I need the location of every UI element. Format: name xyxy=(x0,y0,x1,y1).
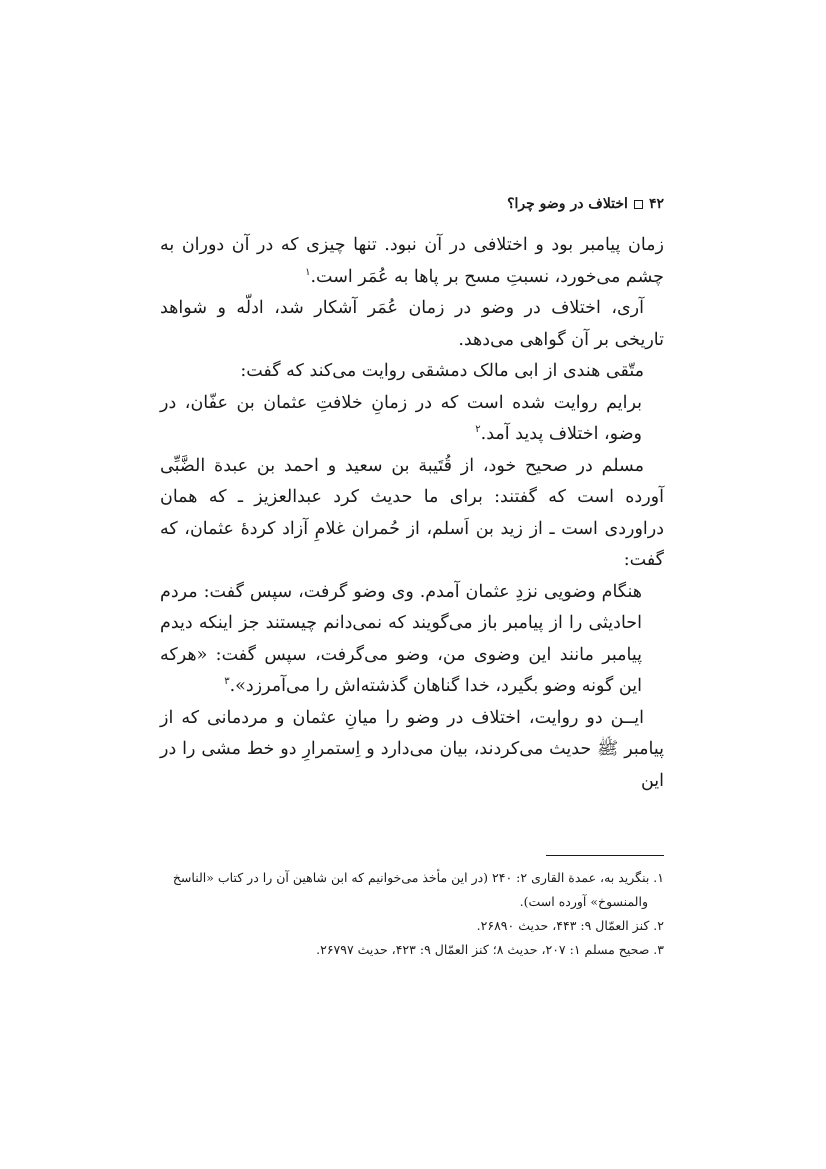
footnote-1: ۱. بنگرید به، عمدة القاری ۲: ۲۴۰ (در این مأخذ می‌خوانیم که ابن شاهین آن را در کتاب «الناسخ والمنسوخ» آورده است). xyxy=(172,870,664,909)
quotation-2-text: هنگام وضویی نزدِ عثمان آمدم. وی وضو گرفت، سپس گفت: مردم احادیثی را از پیامبر باز می‌گویند که نمی‌دانم چیستند جز اینکه دیدم پیامبر مانند این وضوی من، وضو می‌گرفت، سپس گفت: «هرکه این گونه وضو بگیرد، خدا گناهان گذشته‌اش را می‌آمرزد». xyxy=(160,581,642,696)
footnote-ref-3: ۳ xyxy=(224,676,230,688)
running-header xyxy=(164,196,664,212)
paragraph-4: مسلم در صحیح خود، از قُتَیبة بن سعید و احمد بن عبدة الضَّبِّی آورده است که گفتند: برای ما حدیث کرد عبدالعزیز ـ که همان دراوردی است ـ از زید بن اَسلم، از حُمران غلامِ آزاد کردهٔ عثمان، که گفت: xyxy=(160,455,664,570)
quotation-1-paragraph xyxy=(160,388,642,451)
paragraph-5: ایــن دو روایت، اختلاف در وضو را میانِ عثمان و مردمانی که از پیامبر ﷺ حدیث می‌کردند، بیان می‌دارد و اِستمرارِ دو خط مشی را در این xyxy=(160,707,664,791)
page-number: ۴۲ xyxy=(648,196,664,212)
footnote-3: ۳. صحیح مسلم ۱: ۲۰۷، حدیث ۸؛ کنز العمّال ۹: ۴۲۳، حدیث ۲۶۷۹۷. xyxy=(316,942,664,957)
footnote-ref-1: ۱ xyxy=(305,266,311,278)
footnote-divider xyxy=(546,855,664,856)
quotation-2-paragraph xyxy=(160,577,642,703)
paragraph-1-text: زمان پیامبر بود و اختلافی در آن نبود. تنها چیزی که در آن دوران به چشم می‌خورد، نسبتِ مسح بر پاها به عُمَر است. xyxy=(160,235,664,287)
footnote-ref-2: ۲ xyxy=(475,424,481,436)
paragraph-3: متّقی هندی از ابی مالک دمشقی روایت می‌کند که گفت: xyxy=(240,361,644,381)
paragraph-1 xyxy=(160,230,664,293)
book-title: اختلاف در وضو چرا؟ xyxy=(507,196,628,212)
footnote-2: ۲. کنز العمّال ۹: ۴۴۳، حدیث ۲۶۸۹۰. xyxy=(476,918,664,933)
quotation-2 xyxy=(160,577,664,703)
quotation-1-text: برایم روایت شده است که در زمانِ خلافتِ عثمان بن عفّان، در وضو، اختلاف پدید آمد. xyxy=(160,392,642,444)
quotation-1 xyxy=(160,388,664,451)
footnotes xyxy=(160,866,664,962)
square-bullet-icon xyxy=(634,200,643,209)
paragraph-2: آری، اختلاف در وضو در زمان عُمَر آشکار شد، ادلّه و شواهد تاریخی بر آن گواهی می‌دهد. xyxy=(160,298,664,350)
main-text xyxy=(160,230,664,797)
